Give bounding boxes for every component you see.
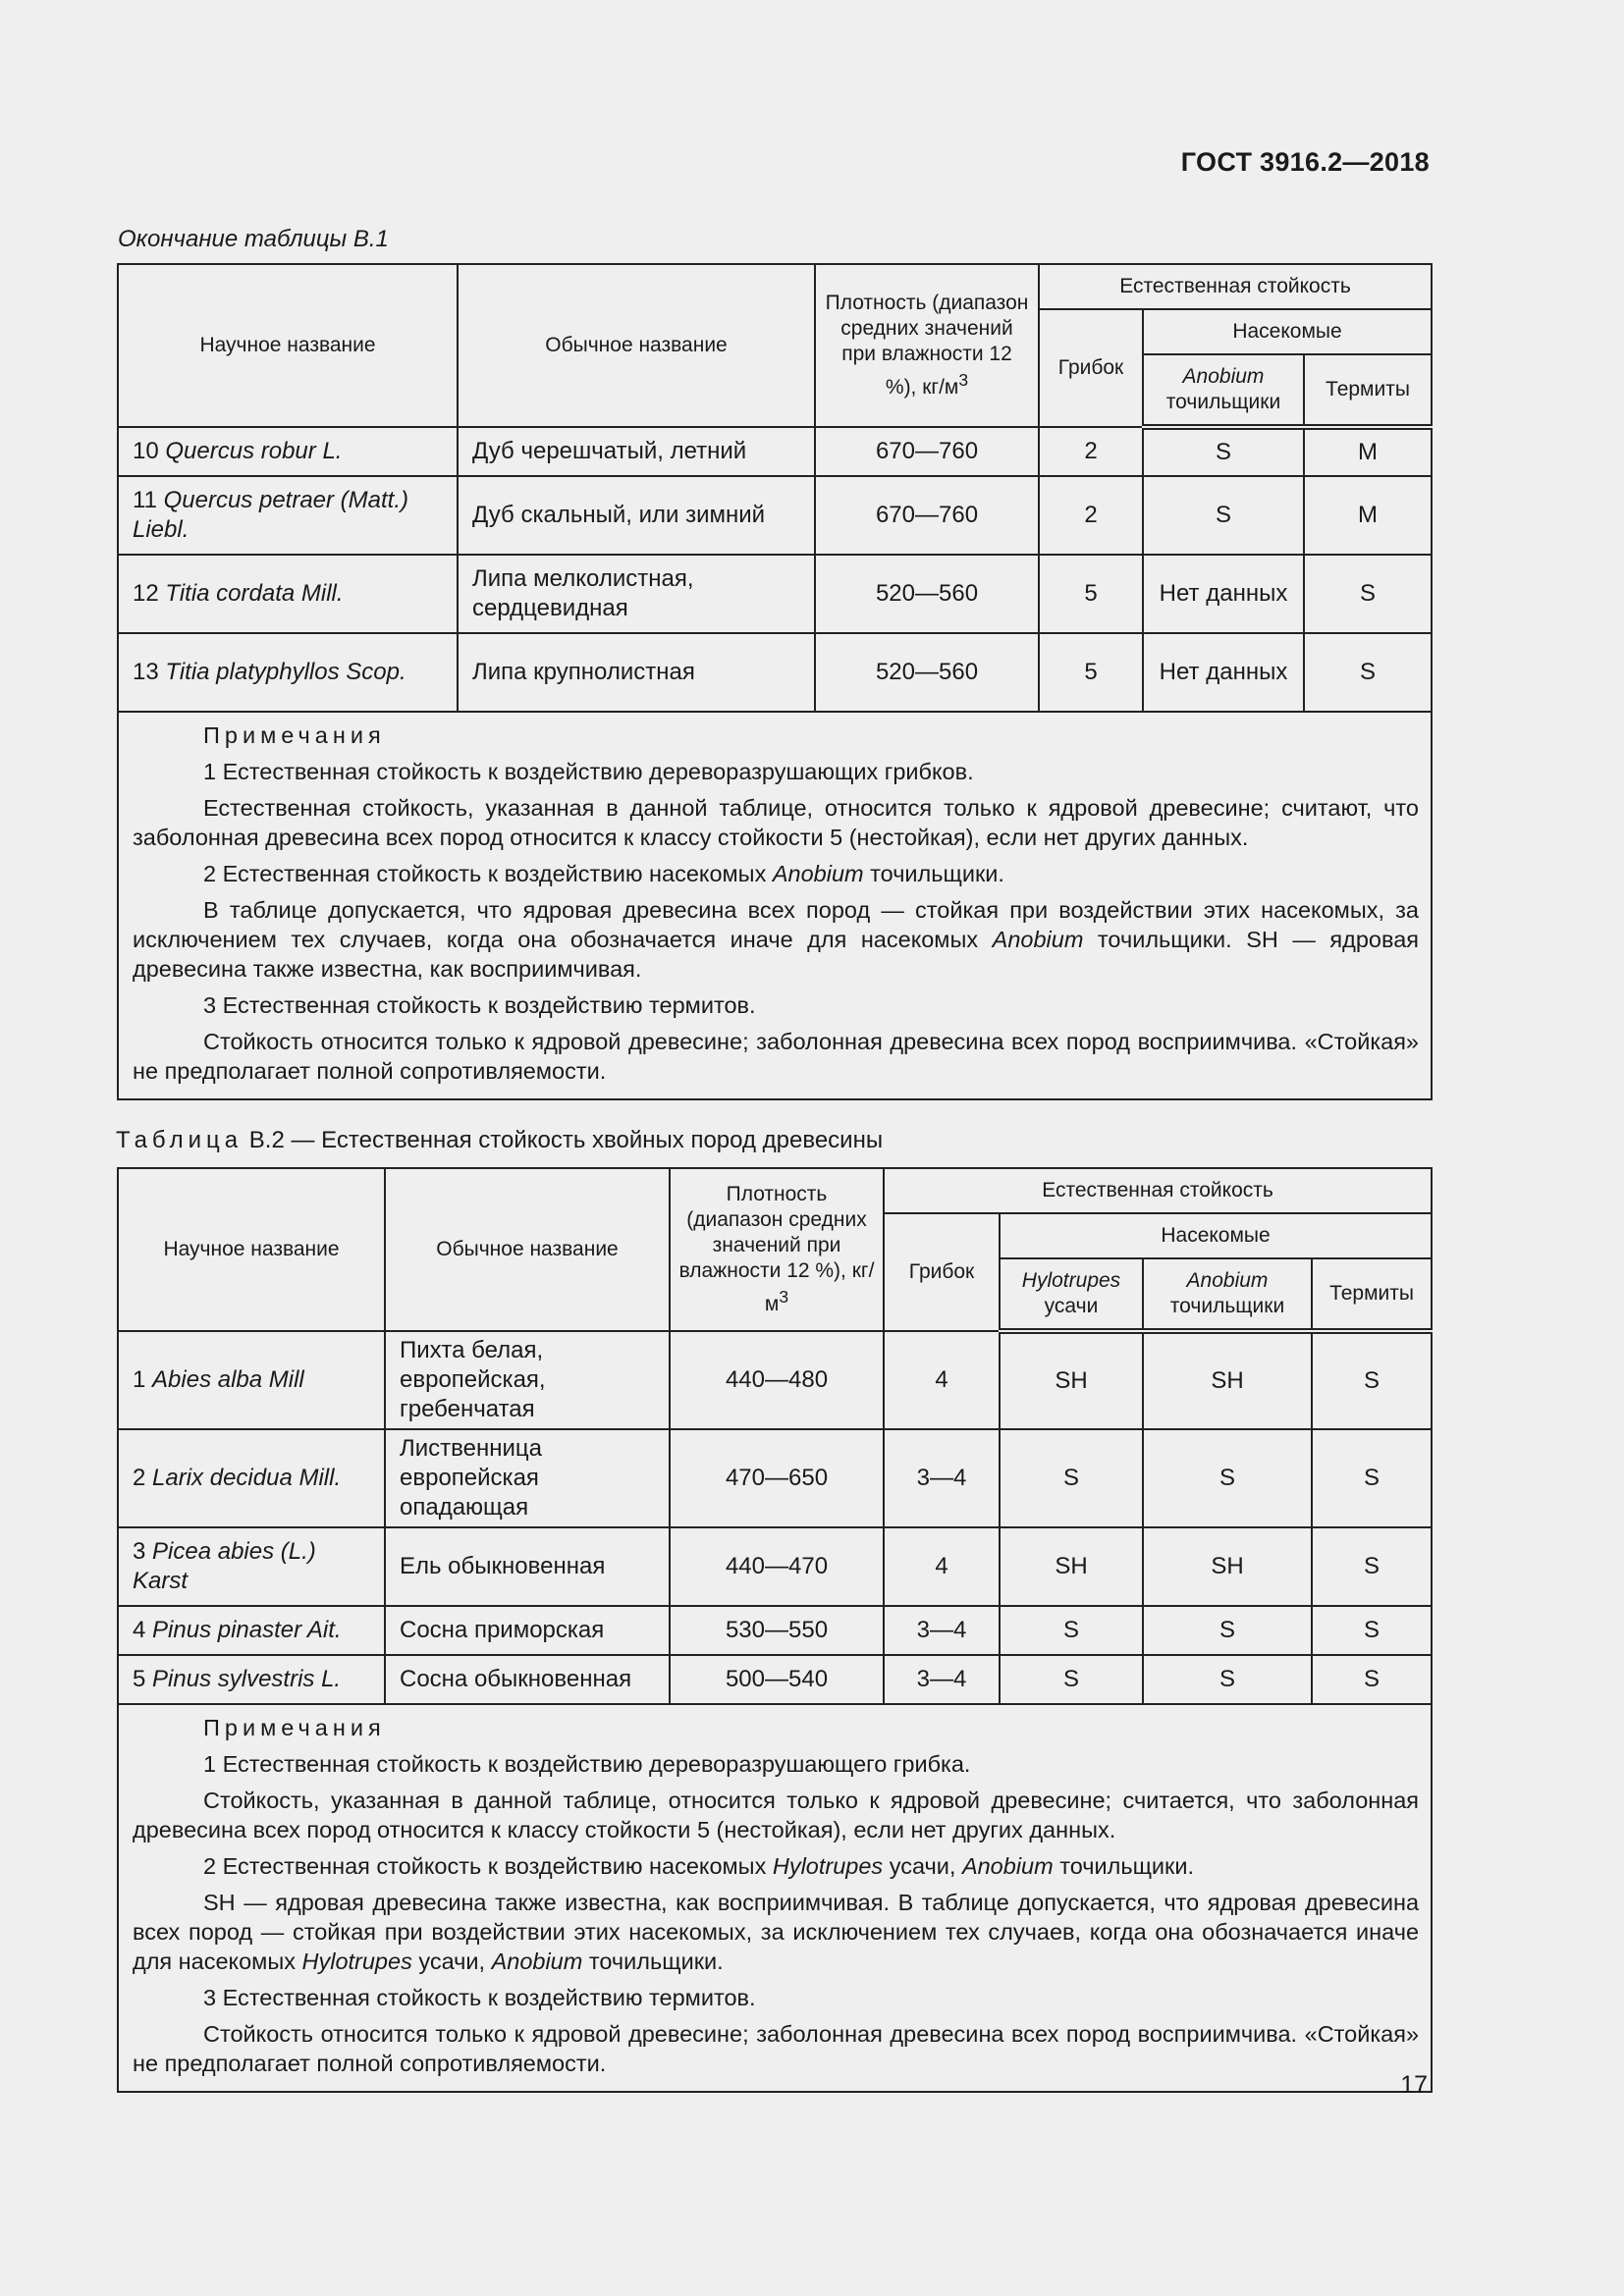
table1-header-scientific: Научное название xyxy=(118,264,458,427)
table2-notes: Примечания 1 Естественная стойкость к воздействию дереворазрушающего грибка. Стойкость, указанная в данной таблице, относится только к ядровой древесине; считается, что заболонная древесина всех пород относится к классу стойкости 5 (нестойкая), если нет других данных. 2 Естественная стойкость к воздействию насекомых Hylotrupes усачи, Anobium точильщики. SH — ядровая древесина также известна, как восприимчивая. В таблице допускается, что ядровая древесина всех пород — стойкая при воздействии этих насекомых, за исключением тех случаев, когда она обозначается иначе для насекомых Hylotrupes усачи, Anobium точильщики. 3 Естественная стойкость к воздействию термитов. Стойкость относится только к ядровой древесине; заболонная древесина всех пород восприимчива. «Стойкая» не предполагает полной сопротивляемости. xyxy=(118,1704,1432,2092)
table1-caption: Окончание таблицы В.1 xyxy=(118,226,389,252)
table1-notes: Примечания 1 Естественная стойкость к воздействию дереворазрушающих грибков. Естественная стойкость, указанная в данной таблице, относится только к ядровой древесине; считают, что заболонная древесина всех пород относится к классу стойкости 5 (нестойкая), если нет других данных. 2 Естественная стойкость к воздействию насекомых Anobium точильщики. В таблице допускается, что ядровая древесина всех пород — стойкая при воздействии этих насекомых, за исключением тех случаев, когда она обозначается иначе для насекомых Anobium точильщики. SH — ядровая древесина также известна, как восприимчивая. 3 Естественная стойкость к воздействию термитов. Стойкость относится только к ядровой древесине; заболонная древесина всех пород восприимчива. «Стойкая» не предполагает полной сопротивляемости. xyxy=(118,712,1432,1099)
table-row: 1 Abies alba Mill Пихта белая, европейская, гребенчатая 440—480 4 SH SH S xyxy=(118,1331,1432,1429)
table-row: 13 Titia platyphyllos Scop. Липа крупнолистная 520—560 5 Нет данных S xyxy=(118,633,1432,712)
document-code: ГОСТ 3916.2—2018 xyxy=(1180,147,1430,177)
table-row: 2 Larix decidua Mill. Лиственница европейская опадающая 470—650 3—4 S S S xyxy=(118,1429,1432,1527)
table2-header-fungus: Грибок xyxy=(884,1213,1000,1331)
table1-header-fungus: Грибок xyxy=(1039,309,1143,427)
table1-header-anobium: Anobium точильщики xyxy=(1143,354,1304,427)
table2-header-anobium: Anobium точильщики xyxy=(1143,1258,1312,1331)
table1-header-density: Плотность (диапазон средних значений при влажности 12 %), $кг/м^3$ xyxy=(815,264,1039,427)
table2-header-hylotrupes: Hylotrupes усачи xyxy=(1000,1258,1143,1331)
table-row: 3 Picea abies (L.) Karst Ель обыкновенная 440—470 4 SH SH S xyxy=(118,1527,1432,1606)
table-row: 10 Quercus robur L. Дуб черешчатый, летний 670—760 2 S M xyxy=(118,427,1432,476)
table-row: 11 Quercus petraer (Matt.) Liebl. Дуб скальный, или зимний 670—760 2 S M xyxy=(118,476,1432,555)
table2 xyxy=(117,1167,1433,2093)
table2-header-insects: Насекомые xyxy=(1000,1213,1432,1258)
page-number: 17 xyxy=(1400,2071,1428,2099)
table1-header-resistance: Естественная стойкость xyxy=(1039,264,1432,309)
table2-header-resistance: Естественная стойкость xyxy=(884,1168,1432,1213)
table1-header-termites: Термиты xyxy=(1304,354,1432,427)
table-row: 5 Pinus sylvestris L. Сосна обыкновенная 500—540 3—4 S S S xyxy=(118,1655,1432,1704)
table1 xyxy=(117,263,1433,1100)
table1-header-insects: Насекомые xyxy=(1143,309,1432,354)
table2-caption: Таблица В.2 — Естественная стойкость хвойных пород древесины xyxy=(116,1127,884,1153)
table2-header-scientific: Научное название xyxy=(118,1168,385,1331)
table2-header-termites: Термиты xyxy=(1312,1258,1432,1331)
table-row: 4 Pinus pinaster Ait. Сосна приморская 530—550 3—4 S S S xyxy=(118,1606,1432,1655)
table2-header-density: Плотность (диапазон средних значений при влажности 12 %), $кг/м^3$ xyxy=(670,1168,884,1331)
table2-header-common: Обычное название xyxy=(385,1168,670,1331)
table1-header-common: Обычное название xyxy=(458,264,815,427)
table-row: 12 Titia cordata Mill. Липа мелколистная, сердцевидная 520—560 5 Нет данных S xyxy=(118,555,1432,633)
